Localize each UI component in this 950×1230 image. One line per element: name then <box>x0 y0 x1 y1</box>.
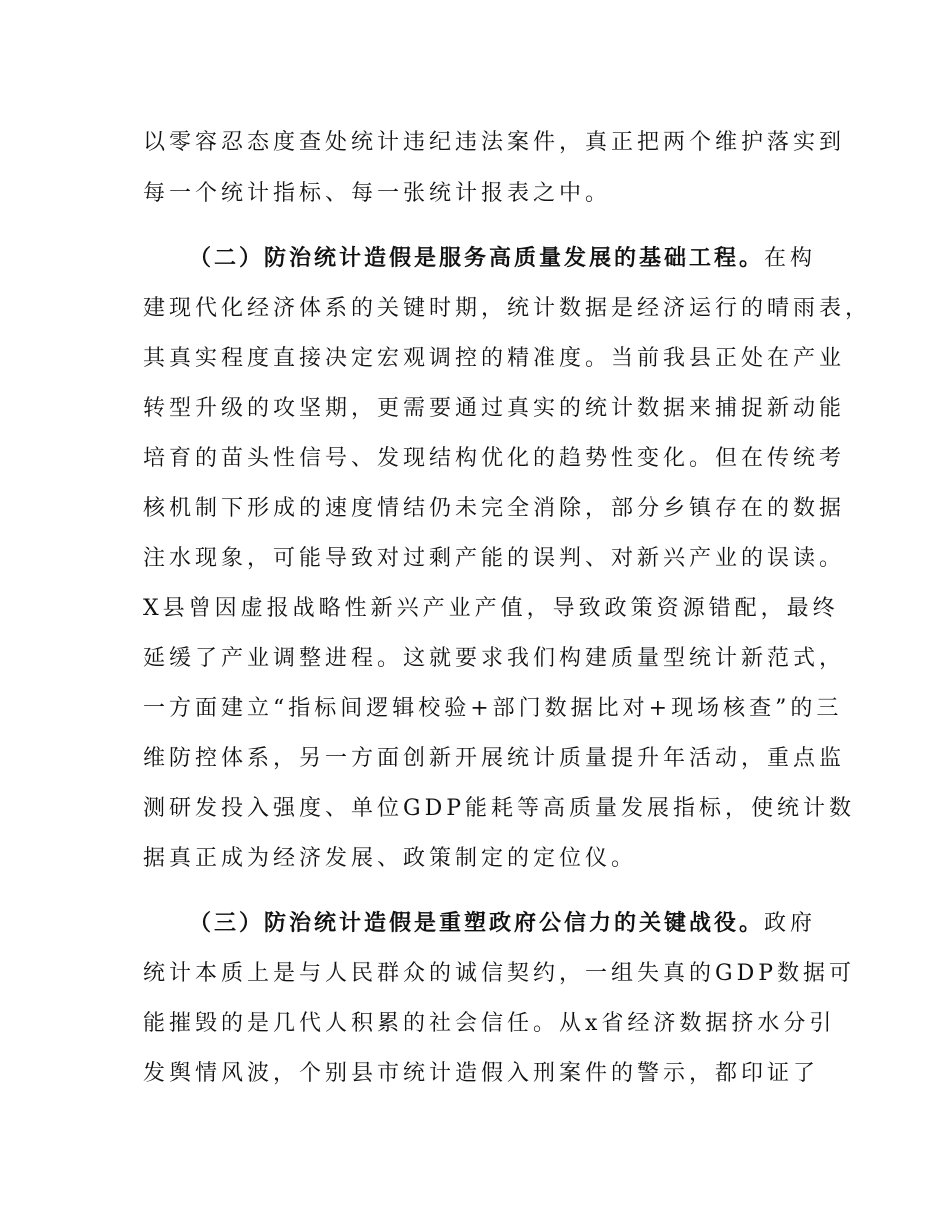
section-3-heading: （三）防治统计造假是重塑政府公信力的关键战役。 <box>189 911 765 936</box>
text-line: 据真正成为经济发展、政策制定的定位仪。 <box>143 846 638 871</box>
section-3-first-line <box>189 909 816 939</box>
text-line: 测研发投入强度、单位GDP能耗等高质量发展指标，使统计数 <box>143 796 856 821</box>
text-line: 能摧毁的是几代人积累的社会信任。从x省经济数据挤水分引 <box>143 1011 836 1036</box>
text-line: 以零容忍态度查处统计违纪违法案件，真正把两个维护落实到 <box>143 130 846 155</box>
section-2-first-line <box>189 244 816 274</box>
section-3-tail: 政府 <box>764 911 817 936</box>
text-line: 其真实程度直接决定宏观调控的精准度。当前我县正处在产业 <box>143 346 846 371</box>
text-line: 发舆情风波，个别县市统计造假入刑案件的警示，都印证了 <box>143 1061 820 1086</box>
section-2-heading: （二）防治统计造假是服务高质量发展的基础工程。 <box>189 246 765 271</box>
text-line: 建现代化经济体系的关键时期，统计数据是经济运行的晴雨表， <box>143 296 872 321</box>
text-line: X县曾因虚报战略性新兴产业产值，导致政策资源错配，最终 <box>143 596 839 621</box>
text-line: 注水现象，可能导致对过剩产能的误判、对新兴产业的误读。 <box>143 546 846 571</box>
text-line: 延缓了产业调整进程。这就要求我们构建质量型统计新范式， <box>143 646 846 671</box>
text-line: 培育的苗头性信号、发现结构优化的趋势性变化。但在传统考 <box>143 446 846 471</box>
text-line: 转型升级的攻坚期，更需要通过真实的统计数据来捕捉新动能 <box>143 396 846 421</box>
text-line: 每一个统计指标、每一张统计报表之中。 <box>143 181 612 206</box>
text-line: 核机制下形成的速度情结仍未完全消除，部分乡镇存在的数据 <box>143 496 846 521</box>
text-line: 维防控体系，另一方面创新开展统计质量提升年活动，重点监 <box>143 746 846 771</box>
text-line: 一方面建立“指标间逻辑校验+部门数据比对+现场核查”的三 <box>143 696 843 721</box>
text-line: 统计本质上是与人民群众的诚信契约，一组失真的GDP数据可 <box>143 961 856 986</box>
section-2-tail: 在构 <box>764 246 817 271</box>
